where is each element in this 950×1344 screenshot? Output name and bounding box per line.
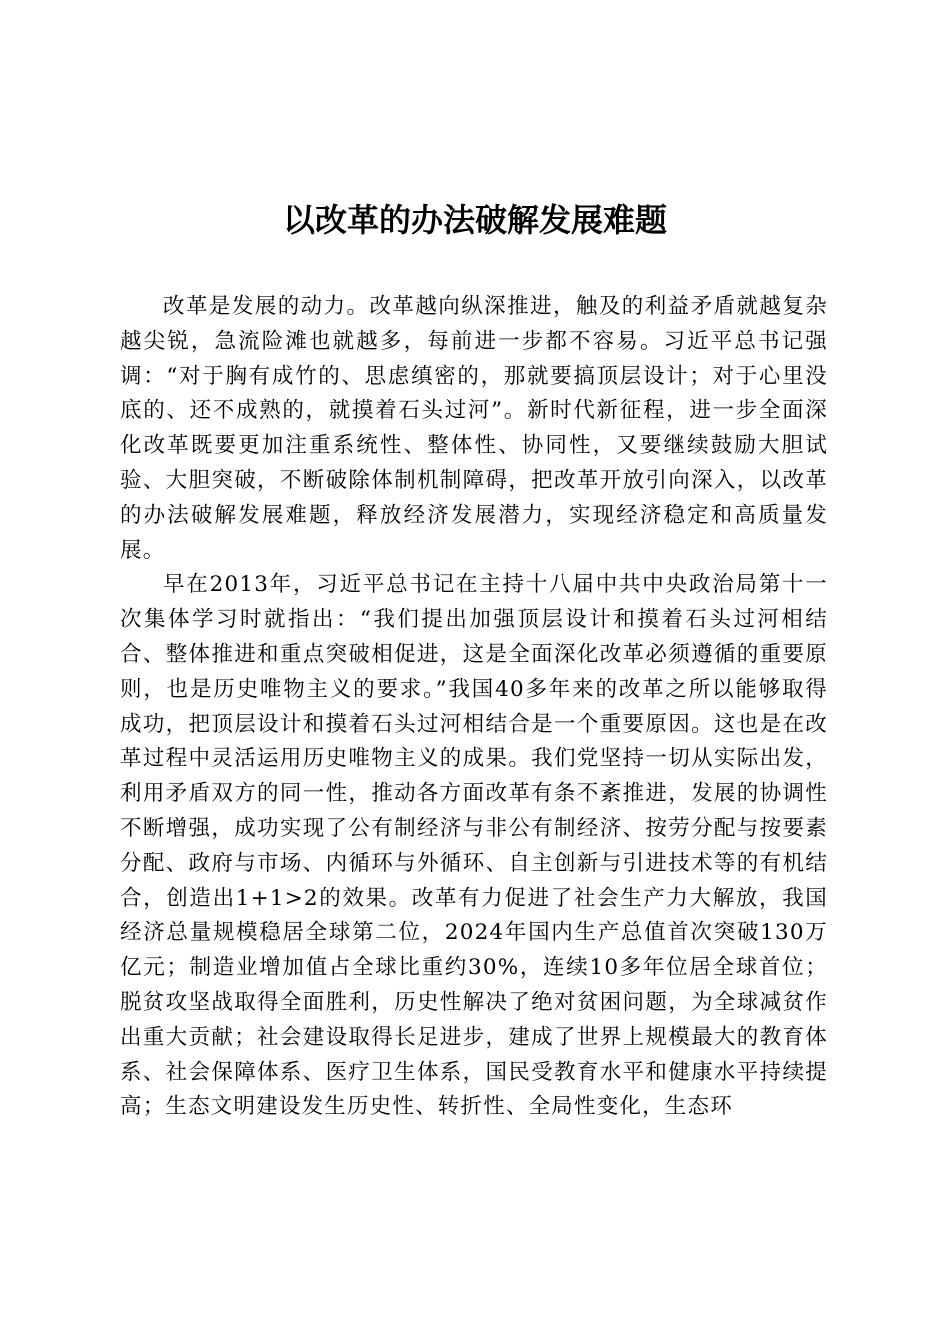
document-body: [120, 290, 828, 1125]
document-title: 以改革的办法破解发展难题: [282, 201, 667, 239]
paragraph-1: 改革是发展的动力。改革越向纵深推进，触及的利益矛盾就越复杂越尖锐，急流险滩也就越多，每前进一步都不容易。习近平总书记强调：“对于胸有成竹的、思虑缜密的，那就要搞顶层设计；对于心里没底的、还不成熟的，就摸着石头过河”。新时代新征程，进一步全面深化改革既要更加注重系统性、整体性、协同性，又要继续鼓励大胆试验、大胆突破，不断破除体制机制障碍，把改革开放引向深入，以改革的办法破解发展难题，释放经济发展潜力，实现经济稳定和高质量发展。: [120, 294, 828, 563]
paragraph-2: 早在2013年，习近平总书记在主持十八届中共中央政治局第十一次集体学习时就指出：“我们提出加强顶层设计和摸着石头过河相结合、整体推进和重点突破相促进，这是全面深化改革必须遵循的重要原则，也是历史唯物主义的要求。”我国40多年来的改革之所以能够取得成功，把顶层设计和摸着石头过河相结合是一个重要原因。这也是在改革过程中灵活运用历史唯物主义的成果。我们党坚持一切从实际出发，利用矛盾双方的同一性，推动各方面改革有条不紊推进，发展的协调性不断增强，成功实现了公有制经济与非公有制经济、按劳分配与按要素分配、政府与市场、内循环与外循环、自主创新与引进技术等的有机结合，创造出1+1>2的效果。改革有力促进了社会生产力大解放，我国经济总量规模稳居全球第二位，2024年国内生产总值首次突破130万亿元；制造业增加值占全球比重约30%，连续10多年位居全球首位；脱贫攻坚战取得全面胜利，历史性解决了绝对贫困问题，为全球减贫作出重大贡献；社会建设取得长足进步，建成了世界上规模最大的教育体系、社会保障体系、医疗卫生体系，国民受教育水平和健康水平持续提高；生态文明建设发生历史性、转折性、全局性变化，生态环: [120, 572, 828, 1120]
